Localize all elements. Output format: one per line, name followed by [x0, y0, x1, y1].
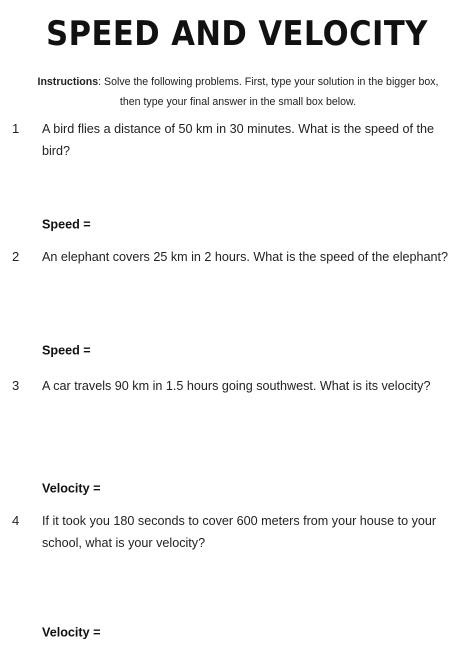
answer-label: Velocity = — [42, 625, 101, 640]
instructions-text: : Solve the following problems. First, type your solution in the bigger box, then type your final answer in the small box below. — [98, 76, 439, 108]
solution-box-1[interactable] — [42, 164, 456, 208]
instructions-lead: Instructions — [37, 76, 99, 88]
question-number: 2 — [12, 249, 20, 264]
solution-box-3[interactable] — [42, 422, 456, 474]
page-title: SPEED AND VELOCITY — [46, 14, 428, 54]
answer-input-1[interactable] — [98, 216, 218, 234]
solution-box-2[interactable] — [42, 292, 456, 334]
answer-row-1 — [42, 216, 218, 234]
solution-box-4[interactable] — [42, 556, 456, 616]
answer-label: Velocity = — [42, 481, 101, 496]
question-text: A car travels 90 km in 1.5 hours going southwest. What is its velocity? — [42, 379, 431, 393]
answer-row-4 — [42, 624, 228, 642]
question-text: A bird flies a distance of 50 km in 30 minutes. What is the speed of the bird? — [42, 122, 435, 158]
answer-input-4[interactable] — [108, 624, 228, 642]
question-text: An elephant covers 25 km in 2 hours. What is the speed of the elephant? — [42, 250, 449, 264]
question-text: If it took you 180 seconds to cover 600 meters from your house to your school, what is your velocity? — [42, 514, 437, 550]
question-number: 3 — [12, 378, 20, 393]
answer-input-3[interactable] — [108, 480, 228, 498]
answer-row-3 — [42, 480, 228, 498]
answer-label: Speed = — [42, 343, 91, 358]
question-number: 4 — [12, 513, 20, 528]
answer-label: Speed = — [42, 217, 91, 232]
question-number: 1 — [12, 121, 20, 136]
instructions — [34, 72, 442, 112]
answer-input-2[interactable] — [98, 342, 218, 360]
answer-row-2 — [42, 342, 218, 360]
